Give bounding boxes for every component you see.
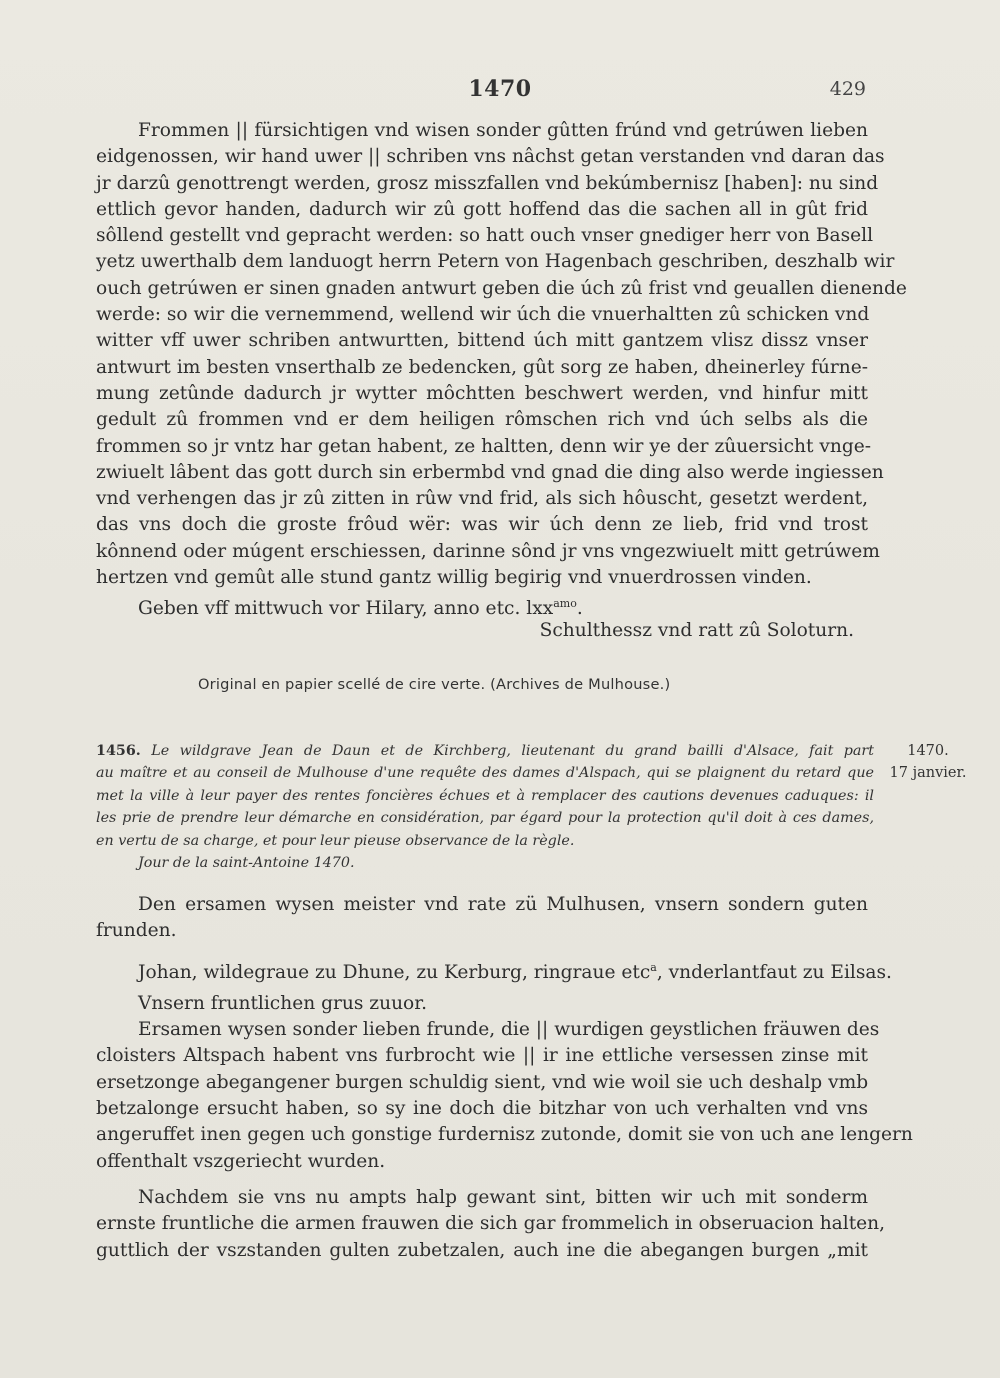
- entry-number: 1456.: [96, 743, 141, 759]
- text-line: yetz uwerthalb dem landuogt herrn Petern von Hagenbach geschriben, deszhalb wir: [96, 251, 895, 273]
- summary-line: met la ville à leur payer des rentes foncières échues et à remplacer des cautions devenues caduques: il: [96, 787, 874, 804]
- text-line: ernste fruntliche die armen frauwen die sich gar frommelich in obseruacion halten,: [96, 1213, 886, 1235]
- text-line: ersetzonge abegangener burgen schuldig sient, vnd wie woil sie uch deshalp vmb: [96, 1071, 869, 1093]
- sender-end: , vnderlantfaut zu Eilsas.: [656, 961, 892, 983]
- text-line: angeruffet inen gegen uch gonstige furdernisz zutonde, domit sie von uch ane lengern: [96, 1124, 913, 1146]
- text-line: offenthalt vszgeriecht wurden.: [96, 1150, 386, 1172]
- sender-superscript: a: [650, 960, 657, 974]
- archive-source-note: Original en papier scellé de cire verte. (Archives de Mulhouse.): [198, 676, 671, 693]
- text-line: zwiuelt lâbent das gott durch sin erbermbd vnd gnad die ding also werde ingiessen: [96, 461, 884, 483]
- summary-line: en vertu de sa charge, et pour leur pieuse observance de la règle.: [96, 832, 575, 849]
- letter-signature: Schulthessz vnd ratt zû Soloturn.: [539, 619, 854, 641]
- page-number: 429: [829, 78, 866, 100]
- text-line: Frommen || fürsichtigen vnd wisen sonder gûtten frúnd vnd getrúwen lieben: [138, 120, 868, 141]
- date-line-superscript: amo: [553, 597, 577, 611]
- text-line: jr darzû genottrengt werden, grosz misszfallen vnd bekúmbernisz [haben]: nu sind: [96, 172, 879, 194]
- letter-solothurn: [96, 118, 907, 644]
- sender-text: Johan, wildegraue zu Dhune, zu Kerburg, ringraue etc: [138, 961, 651, 983]
- text-line: antwurt im besten vnserthalb ze bedencken, gût sorg ze haben, dheinerley fúrne-: [96, 356, 868, 378]
- summary-first-line: [96, 740, 874, 762]
- text-line: hertzen vnd gemût alle stund gantz willig begirig vnd vnuerdrossen vinden.: [96, 567, 812, 589]
- text-line: betzalonge ersucht haben, so sy ine doch die bitzhar von uch verhalten vnd vns: [96, 1098, 868, 1120]
- text-line: gedult zû frommen vnd er dem heiligen rômschen rich vnd úch selbs als die: [96, 409, 868, 431]
- page-year-heading: 1470: [468, 76, 532, 102]
- letter-wildgrave: [96, 892, 913, 1264]
- summary-date: Jour de la saint-Antoine 1470.: [138, 854, 355, 871]
- text-line: werde: so wir die vernemmend, wellend wir úch die vnuerhaltten zû schicken vnd: [96, 304, 870, 326]
- greeting-line: Vnsern fruntlichen grus zuuor.: [138, 992, 428, 1014]
- text-line: guttlich der vszstanden gulten zubetzalen, auch ine die abegangen burgen „mit: [96, 1239, 868, 1261]
- sender-line: [96, 955, 892, 983]
- text-line: Nachdem sie vns nu ampts halp gewant sint, bitten wir uch mit sonderm: [138, 1186, 868, 1208]
- text-line: cloisters Altspach habent vns furbrocht wie || ir ine ettliche versessen zinse mit: [96, 1045, 868, 1067]
- address-line: Den ersamen wysen meister vnd rate zü Mulhusen, vnsern sondern guten: [138, 894, 868, 915]
- text-line: witter vff uwer schriben antwurtten, bittend úch mitt gantzem vlisz dissz vnser: [96, 330, 868, 352]
- date-line-end: .: [576, 598, 583, 620]
- text-line: Ersamen wysen sonder lieben frunde, die || wurdigen geystlichen fräuwen des: [138, 1019, 880, 1041]
- text-line: sôllend gestellt vnd gepracht werden: so hatt ouch vnser gnediger herr von Basell: [96, 225, 874, 247]
- letter-date-line: [96, 591, 868, 620]
- address-line: frunden.: [96, 920, 177, 942]
- text-line: kônnend oder múgent erschiessen, darinne sônd jr vns vngezwiuelt mitt getrúwem: [96, 540, 880, 562]
- date-line-text: Geben vff mittwuch vor Hilary, anno etc. lxx: [138, 598, 554, 620]
- running-head: [0, 76, 1000, 106]
- text-line: vnd verhengen das jr zû zitten in rûw vnd frid, als sich hôuscht, gesetzt werdent,: [96, 488, 868, 510]
- paragraph-gap: [96, 945, 868, 955]
- text-line: frommen so jr vntz har getan habent, ze haltten, denn wir ye der zûuersicht vnge-: [96, 435, 872, 457]
- summary-text: Le wildgrave Jean de Daun et de Kirchberg, lieutenant du grand bailli d'Alsace, fait part: [151, 743, 874, 759]
- summary-line: au maître et au conseil de Mulhouse d'une requête des dames d'Alspach, qui se plaignent du retard que: [96, 765, 874, 782]
- text-line: das vns doch die groste frôud wër: was wir úch denn ze lieb, frid vnd trost: [96, 514, 868, 536]
- text-line: ettlich gevor handen, dadurch wir zû gott hoffend das die sachen all in gût frid: [96, 198, 868, 220]
- margin-date-note: [888, 740, 968, 784]
- text-line: mung zetûnde dadurch jr wytter môchtten beschwert werden, vnd hinfur mitt: [96, 382, 868, 404]
- summary-line: les prie de prendre leur démarche en considération, par égard pour la protection qu'il doit à ces dames,: [96, 810, 874, 827]
- text-line: ouch getrúwen er sinen gnaden antwurt geben die úch zû frist vnd geuallen dienende: [96, 277, 907, 299]
- margin-day: 17 janvier.: [889, 765, 967, 781]
- entry-summary: [96, 740, 874, 874]
- text-line: eidgenossen, wir hand uwer || schriben vns nâchst getan verstanden vnd daran das: [96, 146, 885, 168]
- paragraph-gap: [96, 1175, 868, 1185]
- margin-year: 1470.: [907, 743, 949, 759]
